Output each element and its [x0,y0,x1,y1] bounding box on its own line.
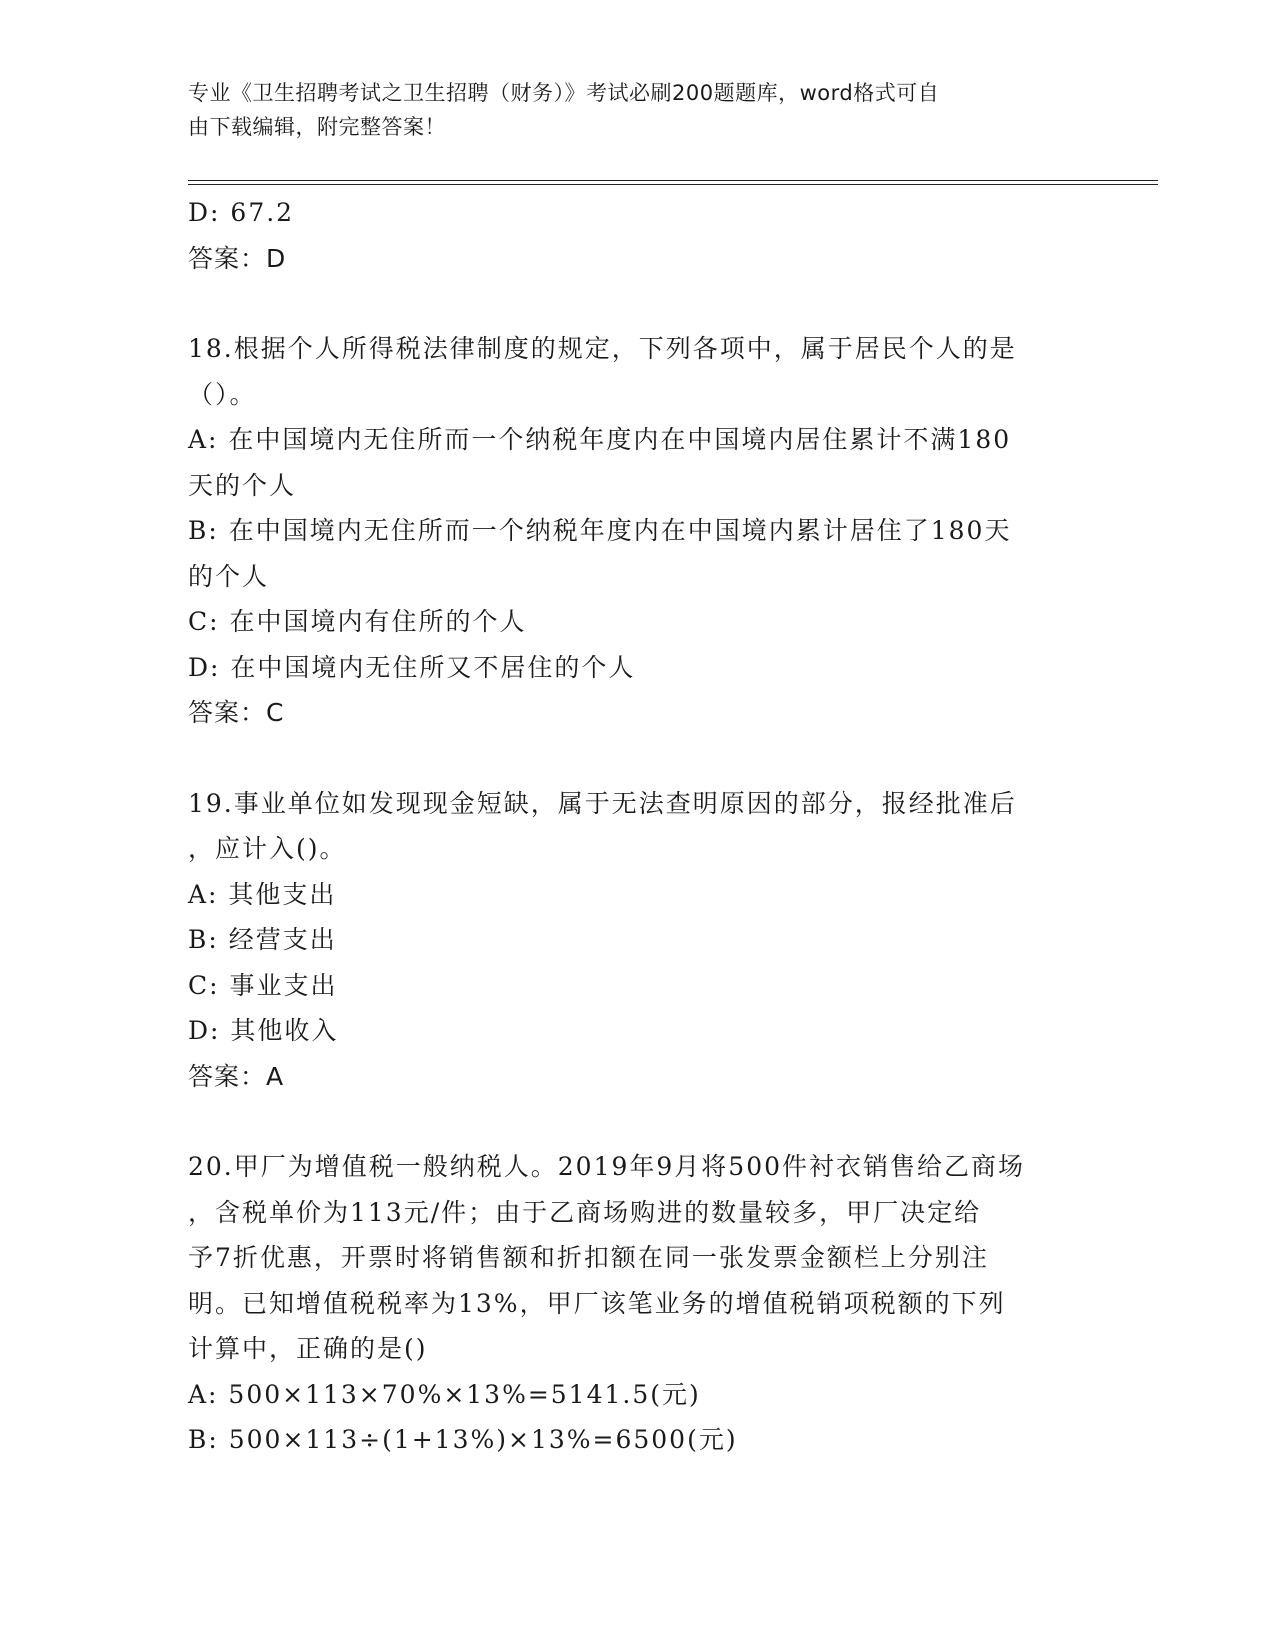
question-19 [188,781,1088,1100]
header-rule-top [188,180,1158,181]
option-d: D: 在中国境内无住所又不居住的个人 [188,652,636,682]
question-stem-continued: 予7折优惠，开票时将销售额和折扣额在同一张发票金额栏上分别注 [188,1243,989,1272]
answer-line: 答案：D [188,243,287,273]
page-header [188,76,1068,144]
option-b-continued: 的个人 [188,561,270,591]
option-b: B: 在中国境内无住所而一个纳税年度内在中国境内累计居住了180天 [188,516,1012,545]
answer-line: 答案：A [188,1061,285,1091]
option-d: D: 67.2 [188,198,295,227]
header-rule-bottom [188,184,1158,185]
question-stem: 19.事业单位如发现现金短缺，属于无法查明原因的部分，报经批准后 [188,788,1017,818]
question-18 [188,326,1088,736]
question-stem-continued: ，应计入()。 [188,834,347,863]
option-a: A: 500×113×70%×13%=5141.5(元) [188,1379,701,1409]
option-c: C: 在中国境内有住所的个人 [188,607,527,636]
answer-line: 答案：C [188,698,285,727]
question-stem-continued: ，含税单价为113元/件；由于乙商场购进的数量较多，甲厂决定给 [188,1197,982,1227]
spacer [188,1099,1088,1144]
option-d: D: 其他收入 [188,1016,339,1045]
option-a-continued: 天的个人 [188,470,297,500]
header-line-1: 专业《卫生招聘考试之卫生招聘（财务）》考试必刷200题题库，word格式可自 [188,81,940,105]
question-stem-continued: 明。已知增值税税率为13%，甲厂该笔业务的增值税销项税额的下列 [188,1288,1006,1318]
option-c: C: 事业支出 [188,970,338,1000]
spacer [188,281,1088,326]
previous-question-tail [188,190,1088,281]
header-line-2: 由下载编辑，附完整答案！ [188,115,446,139]
option-a: A: 其他支出 [188,879,337,909]
question-stem: 18.根据个人所得税法律制度的规定，下列各项中，属于居民个人的是 [188,334,1017,363]
question-20 [188,1144,1088,1463]
option-a: A: 在中国境内无住所而一个纳税年度内在中国境内居住累计不满180 [188,425,1012,454]
option-b: B: 500×113÷(1+13%)×13%=6500(元) [188,1425,738,1454]
question-stem-continued: 计算中，正确的是() [188,1334,428,1363]
question-stem: 20.甲厂为增值税一般纳税人。2019年9月将500件衬衣销售给乙商场 [188,1152,1026,1181]
option-b: B: 经营支出 [188,925,337,954]
question-stem-continued: （）。 [188,379,257,409]
spacer [188,736,1088,781]
document-body [188,190,1088,1463]
